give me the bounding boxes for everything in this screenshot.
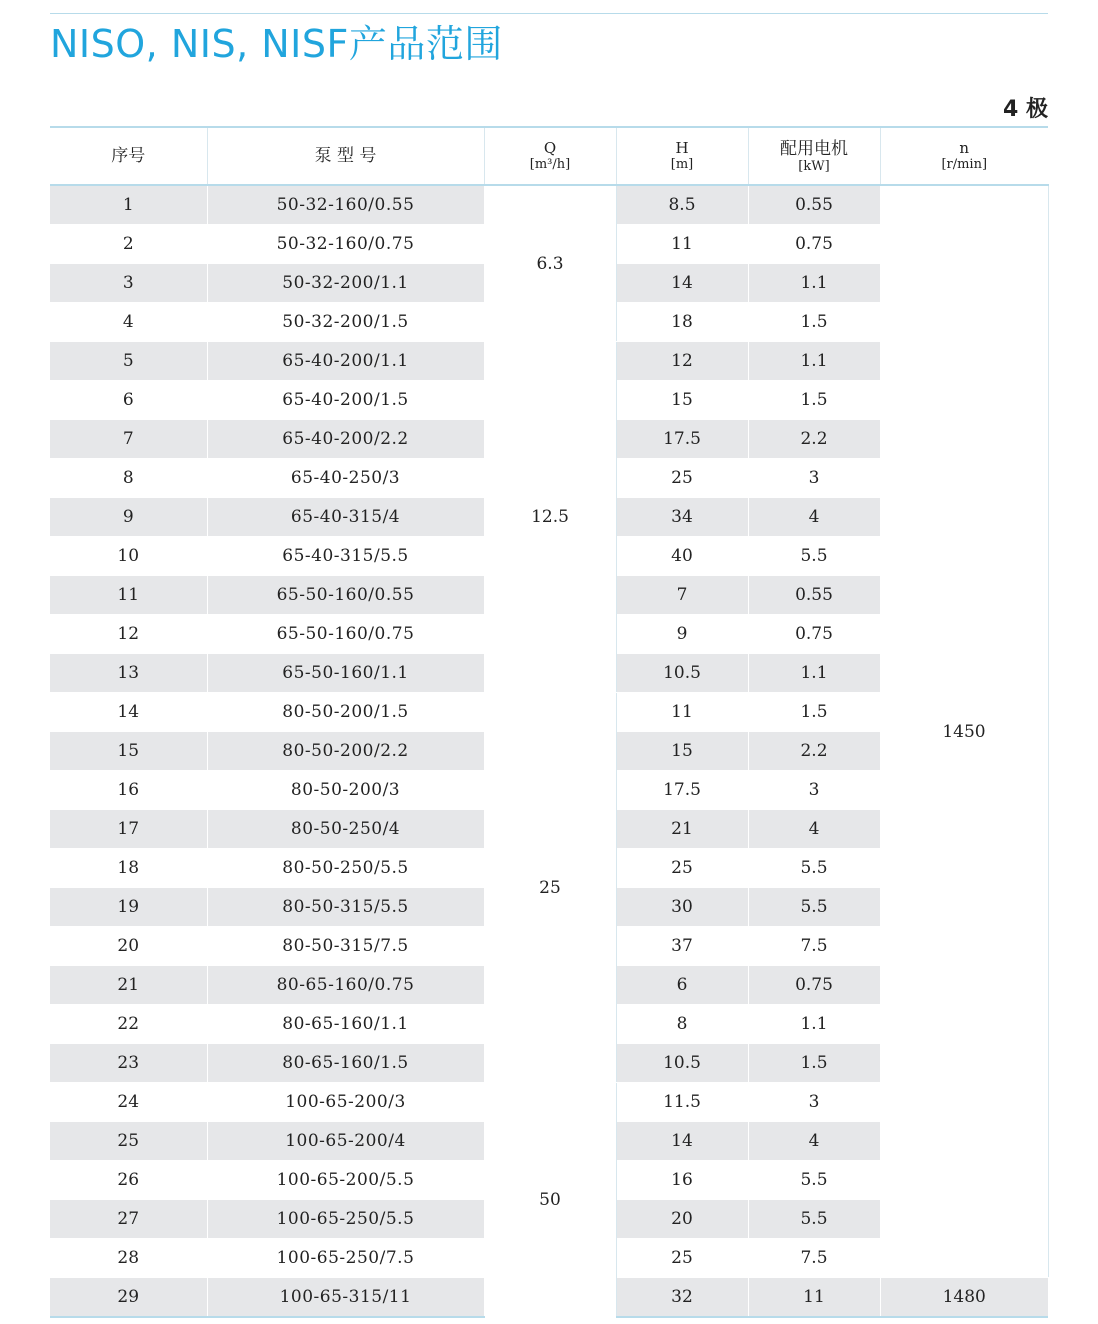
cell-motor-kw: 7.5 xyxy=(748,927,880,966)
header-q-symbol: Q xyxy=(543,139,557,157)
cell-model: 80-65-160/1.5 xyxy=(207,1044,484,1083)
cell-model: 80-50-250/5.5 xyxy=(207,849,484,888)
cell-head-h: 15 xyxy=(616,381,748,420)
cell-head-h: 8.5 xyxy=(616,185,748,225)
cell-motor-kw: 5.5 xyxy=(748,888,880,927)
product-range-table xyxy=(50,126,1049,1318)
cell-no: 10 xyxy=(50,537,207,576)
cell-head-h: 25 xyxy=(616,849,748,888)
cell-no: 12 xyxy=(50,615,207,654)
pole-label: 4 极 xyxy=(1003,97,1048,122)
cell-model: 80-50-315/7.5 xyxy=(207,927,484,966)
cell-no: 19 xyxy=(50,888,207,927)
cell-head-h: 16 xyxy=(616,1161,748,1200)
cell-flow-q: 12.5 xyxy=(484,342,616,693)
cell-head-h: 15 xyxy=(616,732,748,771)
cell-motor-kw: 11 xyxy=(748,1278,880,1318)
cell-model: 50-32-200/1.1 xyxy=(207,264,484,303)
cell-no: 13 xyxy=(50,654,207,693)
cell-no: 21 xyxy=(50,966,207,1005)
cell-no: 25 xyxy=(50,1122,207,1161)
cell-no: 4 xyxy=(50,303,207,342)
cell-motor-kw: 7.5 xyxy=(748,1239,880,1278)
cell-model: 80-65-160/1.1 xyxy=(207,1005,484,1044)
cell-motor-kw: 1.1 xyxy=(748,1005,880,1044)
cell-head-h: 11 xyxy=(616,693,748,732)
cell-no: 24 xyxy=(50,1083,207,1122)
cell-motor-kw: 1.5 xyxy=(748,1044,880,1083)
cell-head-h: 11.5 xyxy=(616,1083,748,1122)
header-h xyxy=(616,127,748,185)
table-header-row xyxy=(50,127,1048,185)
cell-no: 6 xyxy=(50,381,207,420)
header-h-unit: [m] xyxy=(670,157,694,172)
cell-model: 65-50-160/1.1 xyxy=(207,654,484,693)
cell-model: 80-65-160/0.75 xyxy=(207,966,484,1005)
cell-motor-kw: 1.1 xyxy=(748,264,880,303)
cell-motor-kw: 3 xyxy=(748,1083,880,1122)
cell-no: 9 xyxy=(50,498,207,537)
cell-motor-kw: 4 xyxy=(748,1122,880,1161)
table-row xyxy=(50,185,1048,225)
header-h-symbol: H xyxy=(675,139,689,157)
cell-flow-q: 50 xyxy=(484,1083,616,1318)
cell-head-h: 18 xyxy=(616,303,748,342)
cell-model: 80-50-315/5.5 xyxy=(207,888,484,927)
cell-motor-kw: 1.1 xyxy=(748,342,880,381)
cell-model: 65-40-200/2.2 xyxy=(207,420,484,459)
cell-motor-kw: 0.75 xyxy=(748,225,880,264)
cell-head-h: 17.5 xyxy=(616,420,748,459)
header-motor-unit: [kW] xyxy=(798,158,830,174)
header-q xyxy=(484,127,616,185)
cell-motor-kw: 1.1 xyxy=(748,654,880,693)
cell-head-h: 9 xyxy=(616,615,748,654)
cell-model: 100-65-200/5.5 xyxy=(207,1161,484,1200)
cell-model: 50-32-160/0.75 xyxy=(207,225,484,264)
cell-motor-kw: 5.5 xyxy=(748,1200,880,1239)
cell-model: 100-65-200/3 xyxy=(207,1083,484,1122)
header-speed xyxy=(880,127,1048,185)
cell-motor-kw: 0.75 xyxy=(748,966,880,1005)
cell-motor-kw: 0.55 xyxy=(748,185,880,225)
top-rule xyxy=(50,13,1048,14)
cell-model: 65-50-160/0.55 xyxy=(207,576,484,615)
cell-motor-kw: 5.5 xyxy=(748,849,880,888)
cell-motor-kw: 4 xyxy=(748,498,880,537)
cell-head-h: 40 xyxy=(616,537,748,576)
cell-no: 27 xyxy=(50,1200,207,1239)
cell-motor-kw: 3 xyxy=(748,771,880,810)
cell-head-h: 14 xyxy=(616,1122,748,1161)
cell-no: 7 xyxy=(50,420,207,459)
cell-no: 2 xyxy=(50,225,207,264)
cell-no: 16 xyxy=(50,771,207,810)
cell-no: 8 xyxy=(50,459,207,498)
table-body xyxy=(50,185,1048,1317)
cell-model: 100-65-200/4 xyxy=(207,1122,484,1161)
cell-model: 80-50-200/2.2 xyxy=(207,732,484,771)
cell-motor-kw: 1.5 xyxy=(748,303,880,342)
header-no: 序号 xyxy=(50,127,207,185)
cell-head-h: 10.5 xyxy=(616,1044,748,1083)
cell-no: 5 xyxy=(50,342,207,381)
cell-no: 3 xyxy=(50,264,207,303)
cell-motor-kw: 1.5 xyxy=(748,381,880,420)
cell-model: 100-65-315/11 xyxy=(207,1278,484,1318)
cell-head-h: 14 xyxy=(616,264,748,303)
cell-head-h: 20 xyxy=(616,1200,748,1239)
cell-model: 100-65-250/7.5 xyxy=(207,1239,484,1278)
cell-no: 22 xyxy=(50,1005,207,1044)
cell-motor-kw: 0.55 xyxy=(748,576,880,615)
cell-model: 100-65-250/5.5 xyxy=(207,1200,484,1239)
cell-head-h: 6 xyxy=(616,966,748,1005)
cell-model: 65-40-200/1.5 xyxy=(207,381,484,420)
cell-model: 80-50-250/4 xyxy=(207,810,484,849)
cell-model: 65-40-200/1.1 xyxy=(207,342,484,381)
cell-no: 18 xyxy=(50,849,207,888)
cell-head-h: 21 xyxy=(616,810,748,849)
cell-head-h: 11 xyxy=(616,225,748,264)
cell-motor-kw: 1.5 xyxy=(748,693,880,732)
cell-head-h: 37 xyxy=(616,927,748,966)
cell-no: 1 xyxy=(50,185,207,225)
header-q-unit: [m³/h] xyxy=(529,157,571,172)
cell-no: 20 xyxy=(50,927,207,966)
cell-motor-kw: 2.2 xyxy=(748,732,880,771)
cell-motor-kw: 5.5 xyxy=(748,537,880,576)
header-speed-unit: [r/min] xyxy=(941,157,988,172)
cell-head-h: 17.5 xyxy=(616,771,748,810)
cell-flow-q: 25 xyxy=(484,693,616,1083)
cell-motor-kw: 4 xyxy=(748,810,880,849)
page-title: NISO, NIS, NISF产品范围 xyxy=(50,22,503,66)
cell-model: 65-40-250/3 xyxy=(207,459,484,498)
cell-no: 28 xyxy=(50,1239,207,1278)
header-model: 泵 型 号 xyxy=(207,127,484,185)
cell-head-h: 8 xyxy=(616,1005,748,1044)
cell-model: 80-50-200/1.5 xyxy=(207,693,484,732)
cell-model: 65-50-160/0.75 xyxy=(207,615,484,654)
cell-motor-kw: 3 xyxy=(748,459,880,498)
cell-head-h: 30 xyxy=(616,888,748,927)
cell-no: 26 xyxy=(50,1161,207,1200)
header-motor xyxy=(748,127,880,185)
cell-no: 14 xyxy=(50,693,207,732)
cell-flow-q: 6.3 xyxy=(484,185,616,342)
cell-motor-kw: 2.2 xyxy=(748,420,880,459)
cell-head-h: 7 xyxy=(616,576,748,615)
cell-head-h: 34 xyxy=(616,498,748,537)
cell-speed-n: 1450 xyxy=(880,185,1048,1278)
cell-head-h: 10.5 xyxy=(616,654,748,693)
header-motor-label: 配用电机 xyxy=(780,138,848,159)
cell-model: 65-40-315/5.5 xyxy=(207,537,484,576)
cell-motor-kw: 0.75 xyxy=(748,615,880,654)
cell-no: 11 xyxy=(50,576,207,615)
cell-head-h: 12 xyxy=(616,342,748,381)
cell-head-h: 25 xyxy=(616,459,748,498)
cell-motor-kw: 5.5 xyxy=(748,1161,880,1200)
cell-no: 15 xyxy=(50,732,207,771)
cell-model: 80-50-200/3 xyxy=(207,771,484,810)
header-speed-symbol: n xyxy=(959,139,970,157)
cell-model: 50-32-200/1.5 xyxy=(207,303,484,342)
cell-speed-n: 1480 xyxy=(880,1278,1048,1318)
cell-model: 50-32-160/0.55 xyxy=(207,185,484,225)
cell-no: 23 xyxy=(50,1044,207,1083)
cell-no: 29 xyxy=(50,1278,207,1318)
cell-model: 65-40-315/4 xyxy=(207,498,484,537)
cell-head-h: 25 xyxy=(616,1239,748,1278)
cell-head-h: 32 xyxy=(616,1278,748,1318)
cell-no: 17 xyxy=(50,810,207,849)
